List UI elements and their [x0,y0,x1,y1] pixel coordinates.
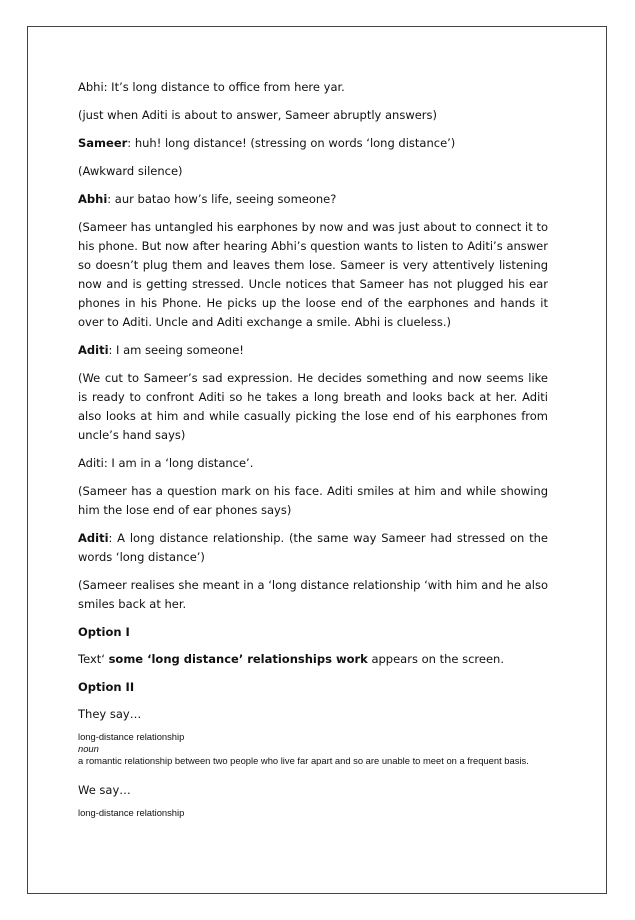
we-say-heading: We say… [78,783,131,797]
dialogue-sameer-1 [78,134,548,153]
definition-part-of-speech: noun [78,743,99,754]
speaker-separator: : [108,343,117,357]
dialogue-text: I am seeing someone! [116,343,244,357]
speaker-name: Aditi [78,343,109,357]
stage-direction-1: (just when Aditi is about to answer, Sameer abruptly answers) [78,108,438,122]
dialogue-text: A long distance relationship. (the same way Sameer had stressed on the words ‘long distance’) [78,531,548,564]
definition-term: long-distance relationship [78,731,185,742]
dialogue-aditi-2: Aditi: I am in a ‘long distance’. [78,456,254,470]
dialogue-aditi-1 [78,341,548,360]
option-1-post: appears on the screen. [367,652,504,666]
stage-direction-2: (Awkward silence) [78,164,183,178]
speaker-name: Aditi [78,531,109,545]
stage-direction-4: (We cut to Sameer’s sad expression. He decides something and now seems like is ready to confront Aditi so he takes a long breath and looks back at her. Aditi also looks at him and while casually picking the lose end of his earphones from uncle’s hand says) [78,371,548,442]
option-1-heading: Option I [78,625,130,639]
dialogue-text: aur batao how’s life, seeing someone? [114,192,337,206]
stage-direction-6: (Sameer realises she meant in a ‘long distance relationship ‘with him and he also smiles back at her. [78,578,548,611]
option-1-tagline: some ‘long distance’ relationships work [108,652,368,666]
definition-block [78,731,548,767]
speaker-name: Sameer [78,136,128,150]
speaker-separator: : [107,192,115,206]
option-1-pre: Text‘ [78,652,109,666]
speaker-separator: : [127,136,135,150]
dialogue-abhi-1: Abhi: It’s long distance to office from here yar. [78,80,345,94]
dialogue-text: huh! long distance! (stressing on words ‘long distance’) [134,136,456,150]
stage-direction-3: (Sameer has untangled his earphones by now and was just about to connect it to his phone. But now after hearing Abhi’s question wants to listen to Aditi’s answer so doesn’t plug them and leaves them lose. Sameer is very attentively listening now and is getting stressed. Uncle notices that Sameer has not plugged his ear phones in his Phone. He picks up the loose end of the earphones and hands it over to Aditi. Uncle and Aditi exchange a smile. Abhi is clueless.) [78,220,548,329]
dialogue-abhi-2 [78,190,548,209]
dialogue-aditi-3 [78,529,548,567]
definition-text: a romantic relationship between two people who live far apart and so are unable to meet on a frequent basis. [78,755,529,766]
they-say-heading: They say… [78,707,142,721]
document-body [78,78,548,833]
stage-direction-5: (Sameer has a question mark on his face. Aditi smiles at him and while showing him the lose end of ear phones says) [78,484,548,517]
option-1-text [78,650,548,669]
option-2-heading: Option II [78,680,135,694]
we-say-term: long-distance relationship [78,807,185,818]
we-say-block [78,807,548,819]
speaker-separator: : [108,531,118,545]
speaker-name: Abhi [78,192,108,206]
